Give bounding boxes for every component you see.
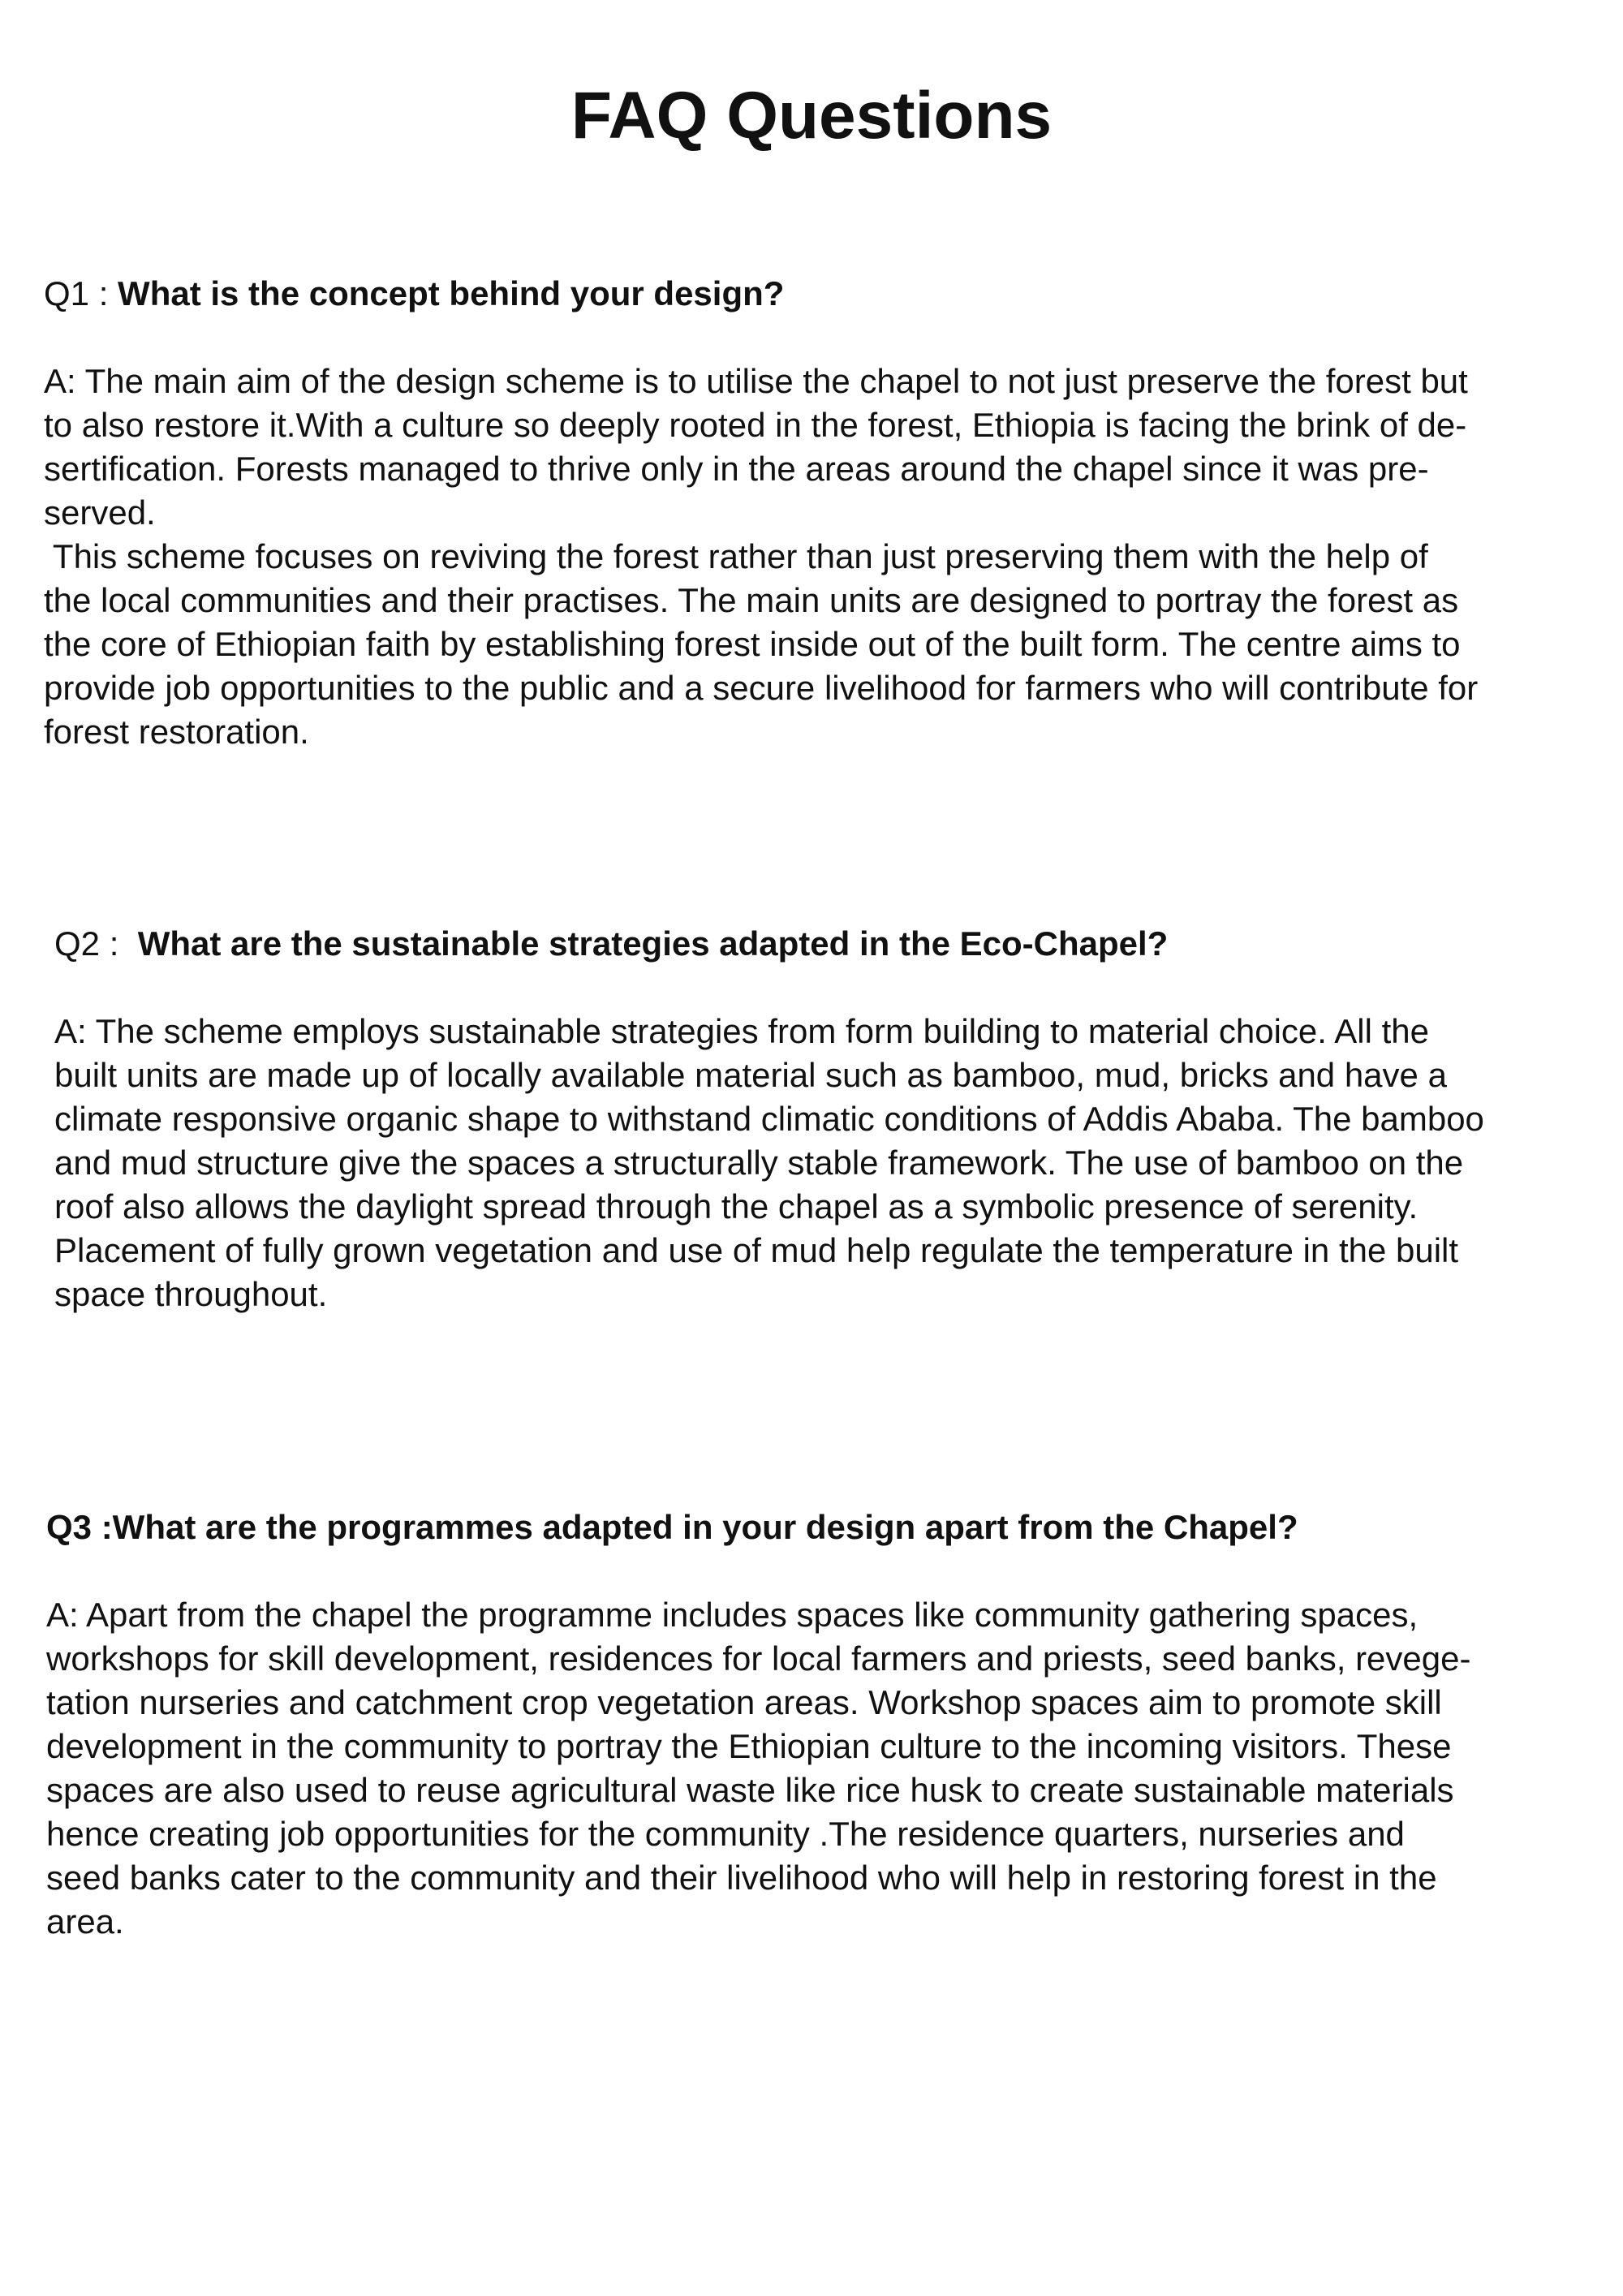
answer-line: This scheme focuses on reviving the forest rather than just preserving them with the help of (44, 537, 1428, 575)
answer-line: spaces are also used to reuse agricultural waste like rice husk to create sustainable materials (46, 1771, 1454, 1809)
faq-answer (46, 1593, 1621, 1944)
answer-line: to also restore it.With a culture so deeply rooted in the forest, Ethiopia is facing the brink of de- (44, 406, 1467, 444)
answer-line: roof also allows the daylight spread through the chapel as a symbolic presence of serenity. (54, 1187, 1419, 1226)
faq-item (46, 1506, 1621, 1944)
answer-line: space throughout. (54, 1275, 328, 1313)
answer-line: A: The scheme employs sustainable strategies from form building to material choice. All the (54, 1012, 1430, 1050)
question-label: Q1 : (44, 274, 118, 312)
question-text: What is the concept behind your design? (118, 274, 785, 312)
answer-line: workshops for skill development, residences for local farmers and priests, seed banks, revege- (46, 1639, 1471, 1678)
faq-question (44, 272, 1618, 316)
faq-item (44, 272, 1618, 754)
answer-line: climate responsive organic shape to withstand climatic conditions of Addis Ababa. The bamboo (54, 1100, 1484, 1138)
answer-line: A: Apart from the chapel the programme includes spaces like community gathering spaces, (46, 1596, 1419, 1634)
answer-line: development in the community to portray the Ethiopian culture to the incoming visitors. These (46, 1727, 1452, 1765)
answer-line: and mud structure give the spaces a structurally stable framework. The use of bamboo on the (54, 1144, 1464, 1182)
faq-question (46, 1506, 1621, 1549)
answer-line: area. (46, 1902, 124, 1941)
answer-line: the core of Ethiopian faith by establishing forest inside out of the built form. The centre aims to (44, 625, 1461, 663)
answer-line: built units are made up of locally available material such as bamboo, mud, bricks and have a (54, 1056, 1447, 1094)
faq-question (54, 922, 1623, 966)
faq-answer (44, 360, 1618, 754)
answer-line: tation nurseries and catchment crop vegetation areas. Workshop spaces aim to promote skill (46, 1683, 1442, 1721)
answer-line: sertification. Forests managed to thrive only in the areas around the chapel since it was pre- (44, 450, 1429, 488)
answer-line: A: The main aim of the design scheme is to utilise the chapel to not just preserve the forest but (44, 362, 1468, 400)
answer-line: served. (44, 493, 156, 532)
answer-line: Placement of fully grown vegetation and use of mud help regulate the temperature in the built (54, 1231, 1459, 1269)
question-text: What are the sustainable strategies adapted in the Eco-Chapel? (137, 924, 1169, 963)
answer-line: seed banks cater to the community and their livelihood who will help in restoring forest in the (46, 1859, 1437, 1897)
answer-line: provide job opportunities to the public and a secure livelihood for farmers who will contribute for (44, 669, 1479, 707)
answer-line: the local communities and their practises. The main units are designed to portray the forest as (44, 581, 1459, 619)
answer-line: forest restoration. (44, 713, 309, 751)
page-title: FAQ Questions (570, 79, 1053, 153)
faq-answer (54, 1010, 1623, 1316)
answer-line: hence creating job opportunities for the community .The residence quarters, nurseries and (46, 1815, 1405, 1853)
faq-item (54, 922, 1623, 1316)
question-label: Q2 : (54, 924, 138, 963)
question-text: Q3 :What are the programmes adapted in your design apart from the Chapel? (46, 1508, 1298, 1546)
